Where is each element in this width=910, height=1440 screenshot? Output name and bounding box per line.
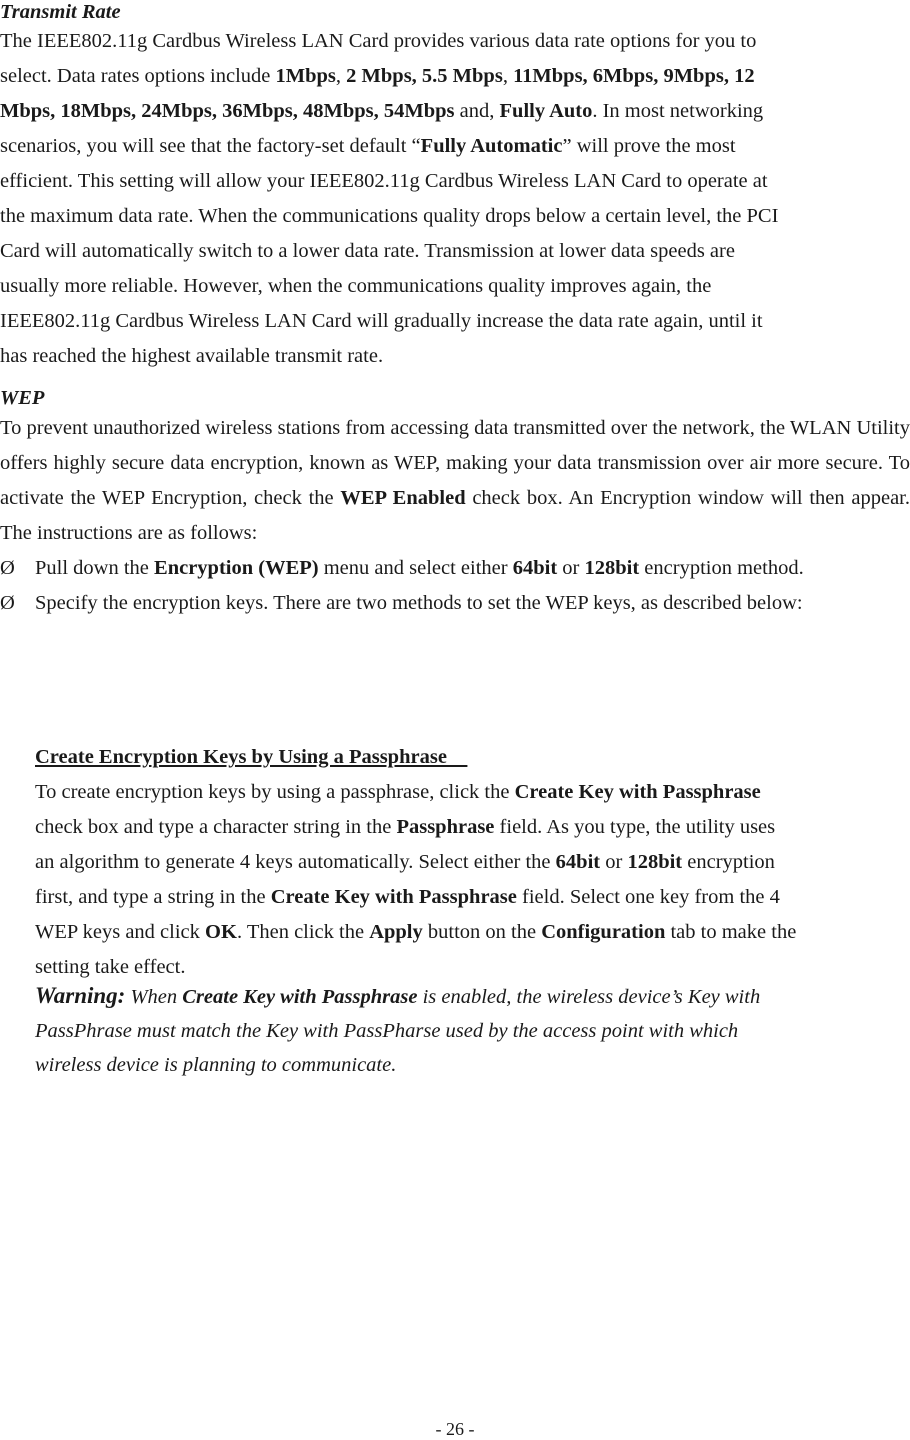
text-line: an algorithm to generate 4 keys automatically. Select either the 64bit or 128bit encryption	[35, 851, 775, 873]
text-line: IEEE802.11g Cardbus Wireless LAN Card will gradually increase the data rate again, until it	[0, 310, 763, 332]
text-line: PassPhrase must match the Key with PassPharse used by the access point with which	[35, 1020, 739, 1042]
passphrase-section	[35, 745, 910, 985]
text-line: scenarios, you will see that the factory-set default “Fully Automatic” will prove the most	[0, 135, 736, 157]
transmit-rate-paragraph	[0, 24, 910, 374]
warning-label: Warning:	[35, 983, 126, 1008]
text-line: wireless device is planning to communicate.	[35, 1054, 397, 1076]
text-line: first, and type a string in the Create Key with Passphrase field. Select one key from the 4	[35, 886, 780, 908]
text-line: usually more reliable. However, when the communications quality improves again, the	[0, 275, 712, 297]
wep-section	[0, 386, 910, 621]
transmit-rate-section	[0, 0, 910, 374]
text-line: select. Data rates options include 1Mbps, 2 Mbps, 5.5 Mbps, 11Mbps, 6Mbps, 9Mbps, 12	[0, 65, 755, 87]
passphrase-heading: Create Encryption Keys by Using a Passphrase	[35, 746, 468, 768]
text-line: setting take effect.	[35, 956, 186, 978]
text-line: Warning: When Create Key with Passphrase is enabled, the wireless device’s Key with	[35, 983, 761, 1008]
text-line: To create encryption keys by using a passphrase, click the Create Key with Passphrase	[35, 781, 761, 803]
bullet-arrow-icon: Ø	[0, 557, 15, 579]
text-line: WEP keys and click OK. Then click the Apply button on the Configuration tab to make the	[35, 921, 797, 943]
bullet-text: Specify the encryption keys. There are two methods to set the WEP keys, as described below:	[35, 592, 803, 614]
list-item	[0, 551, 910, 586]
transmit-rate-heading: Transmit Rate	[0, 1, 121, 23]
passphrase-paragraph	[35, 775, 910, 985]
list-item	[0, 586, 910, 621]
page-number: - 26 -	[435, 1419, 475, 1439]
text-line: efficient. This setting will allow your IEEE802.11g Cardbus Wireless LAN Card to operate at	[0, 170, 768, 192]
wep-heading: WEP	[0, 387, 45, 409]
text-line: Card will automatically switch to a lower data rate. Transmission at lower data speeds are	[0, 240, 735, 262]
text-line: The IEEE802.11g Cardbus Wireless LAN Card provides various data rate options for you to	[0, 30, 757, 52]
text-line: check box and type a character string in the Passphrase field. As you type, the utility uses	[35, 816, 776, 838]
text-line: the maximum data rate. When the communications quality drops below a certain level, the PCI	[0, 205, 779, 227]
warning-note	[35, 979, 910, 1082]
bullet-text: Pull down the Encryption (WEP) menu and select either 64bit or 128bit encryption method.	[35, 557, 804, 579]
text-line: Mbps, 18Mbps, 24Mbps, 36Mbps, 48Mbps, 54Mbps and, Fully Auto. In most networking	[0, 100, 764, 122]
text-line: has reached the highest available transmit rate.	[0, 345, 384, 367]
wep-intro-paragraph: To prevent unauthorized wireless stations from accessing data transmitted over the network, the WLAN Utility offers highly secure data encryption, known as WEP, making your data transmission over air more secure. To activate the WEP Encryption, check the WEP Enabled check box. An Encryption window will then appear. The instructions are as follows:	[0, 417, 910, 544]
bullet-arrow-icon: Ø	[0, 592, 15, 614]
